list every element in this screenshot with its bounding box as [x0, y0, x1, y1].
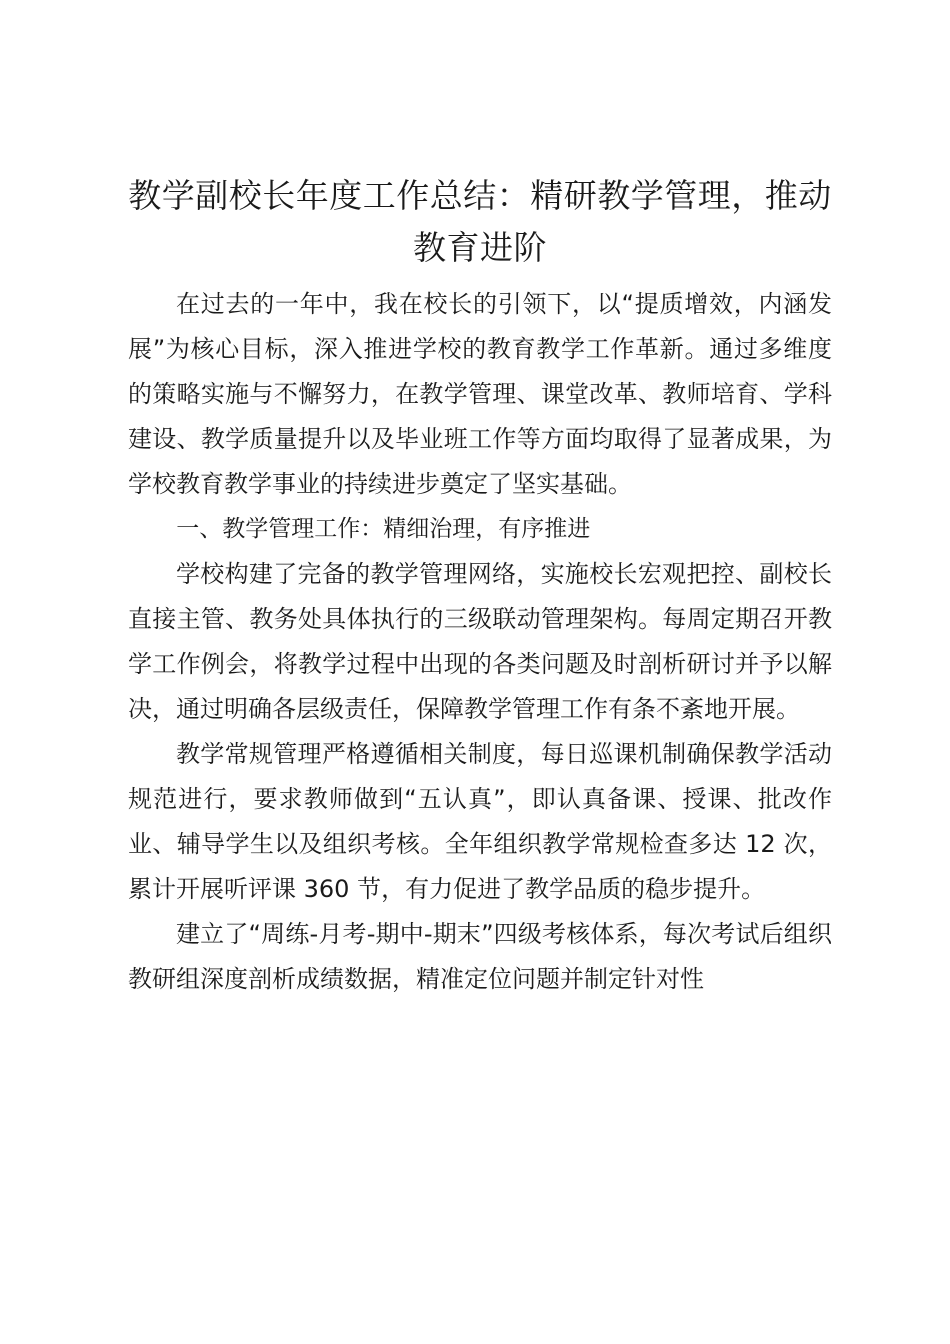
intro-paragraph: 在过去的一年中，我在校长的引领下，以“提质增效，内涵发展”为核心目标，深入推进学校的教育教学工作革新。通过多维度的策略实施与不懈努力，在教学管理、课堂改革、教师培育、学科建设、教学质量提升以及毕业班工作等方面均取得了显著成果，为学校教育教学事业的持续进步奠定了坚实基础。: [128, 290, 832, 498]
document-page: [128, 170, 832, 1002]
body-paragraph: 学校构建了完备的教学管理网络，实施校长宏观把控、副校长直接主管、教务处具体执行的三级联动管理架构。每周定期召开教学工作例会，将教学过程中出现的各类问题及时剖析研讨并予以解决，通过明确各层级责任，保障教学管理工作有条不紊地开展。: [128, 560, 832, 723]
body-paragraph: 建立了“周练-月考-期中-期末”四级考核体系，每次考试后组织教研组深度剖析成绩数据，精准定位问题并制定针对性: [128, 920, 832, 993]
body-paragraph: 教学常规管理严格遵循相关制度，每日巡课机制确保教学活动规范进行，要求教师做到“五认真”，即认真备课、授课、批改作业、辅导学生以及组织考核。全年组织教学常规检查多达 12 次，累计开展听评课 360 节，有力促进了教学品质的稳步提升。: [128, 740, 832, 903]
section-heading: 一、教学管理工作：精细治理，有序推进: [176, 516, 591, 542]
document-title: 教学副校长年度工作总结：精研教学管理，推动教育进阶: [128, 176, 832, 267]
